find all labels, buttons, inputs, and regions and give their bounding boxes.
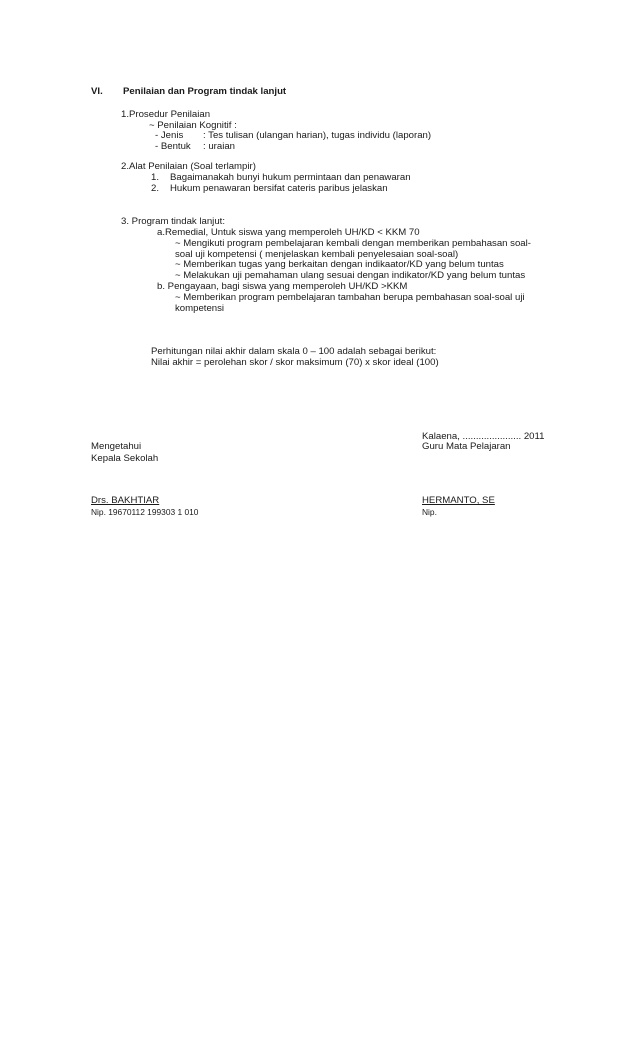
perhitungan-line-1: Perhitungan nilai akhir dalam skala 0 – 100 adalah sebagai berikut:: [151, 346, 437, 357]
prosedur-heading: 1.Prosedur Penilaian: [121, 109, 211, 120]
kepala-sekolah-nip: Nip. 19670112 199303 1 010: [91, 507, 199, 517]
kepala-sekolah-name: Drs. BAKHTIAR: [91, 495, 160, 506]
alat-item-1-text: Bagaimanakah bunyi hukum permintaan dan penawaran: [170, 172, 411, 183]
alat-item-2-text: Hukum penawaran bersifat cateris paribus jelaskan: [170, 183, 388, 194]
remedial-line-3: ~ Memberikan tugas yang berkaitan dengan indikaator/KD yang belum tuntas: [175, 259, 504, 270]
pengayaan-line-2: kompetensi: [175, 303, 225, 314]
alat-heading: 2.Alat Penilaian (Soal terlampir): [121, 161, 256, 172]
remedial-line-2: soal uji kompetensi ( menjelaskan kembali penyelesaian soal-soal): [175, 249, 459, 260]
bentuk-label: - Bentuk: [155, 141, 191, 152]
remedial-line-4: ~ Melakukan uji pemahaman ulang sesuai dengan indikator/KD yang belum tuntas: [175, 270, 526, 281]
jenis-value: : Tes tulisan (ulangan harian), tugas individu (laporan): [203, 130, 432, 141]
penilaian-kognitif: ~ Penilaian Kognitif :: [149, 120, 237, 131]
pengayaan-line-1: ~ Memberikan program pembelajaran tambahan berupa pembahasan soal-soal uji: [175, 292, 525, 303]
kepala-sekolah-role: Kepala Sekolah: [91, 453, 159, 464]
guru-name: HERMANTO, SE: [422, 495, 495, 506]
pengayaan-heading: b. Pengayaan, bagi siswa yang memperoleh UH/KD >KKM: [157, 281, 408, 292]
alat-item-1-num: 1.: [151, 172, 160, 183]
jenis-label: - Jenis: [155, 130, 184, 141]
perhitungan-line-2: Nilai akhir = perolehan skor / skor maksimum (70) x skor ideal (100): [151, 357, 439, 368]
section-number: VI.: [91, 86, 103, 97]
guru-role: Guru Mata Pelajaran: [422, 441, 511, 452]
guru-nip: Nip.: [422, 507, 437, 517]
section-title: Penilaian dan Program tindak lanjut: [123, 86, 287, 97]
mengetahui-label: Mengetahui: [91, 441, 142, 452]
alat-item-2-num: 2.: [151, 183, 160, 194]
remedial-line-1: ~ Mengikuti program pembelajaran kembali dengan memberikan pembahasan soal-: [175, 238, 531, 249]
program-heading: 3. Program tindak lanjut:: [121, 216, 225, 227]
remedial-heading: a.Remedial, Untuk siswa yang memperoleh UH/KD < KKM 70: [157, 227, 420, 238]
place-date: Kalaena, ...................... 2011: [422, 431, 545, 442]
bentuk-value: : uraian: [203, 141, 235, 152]
